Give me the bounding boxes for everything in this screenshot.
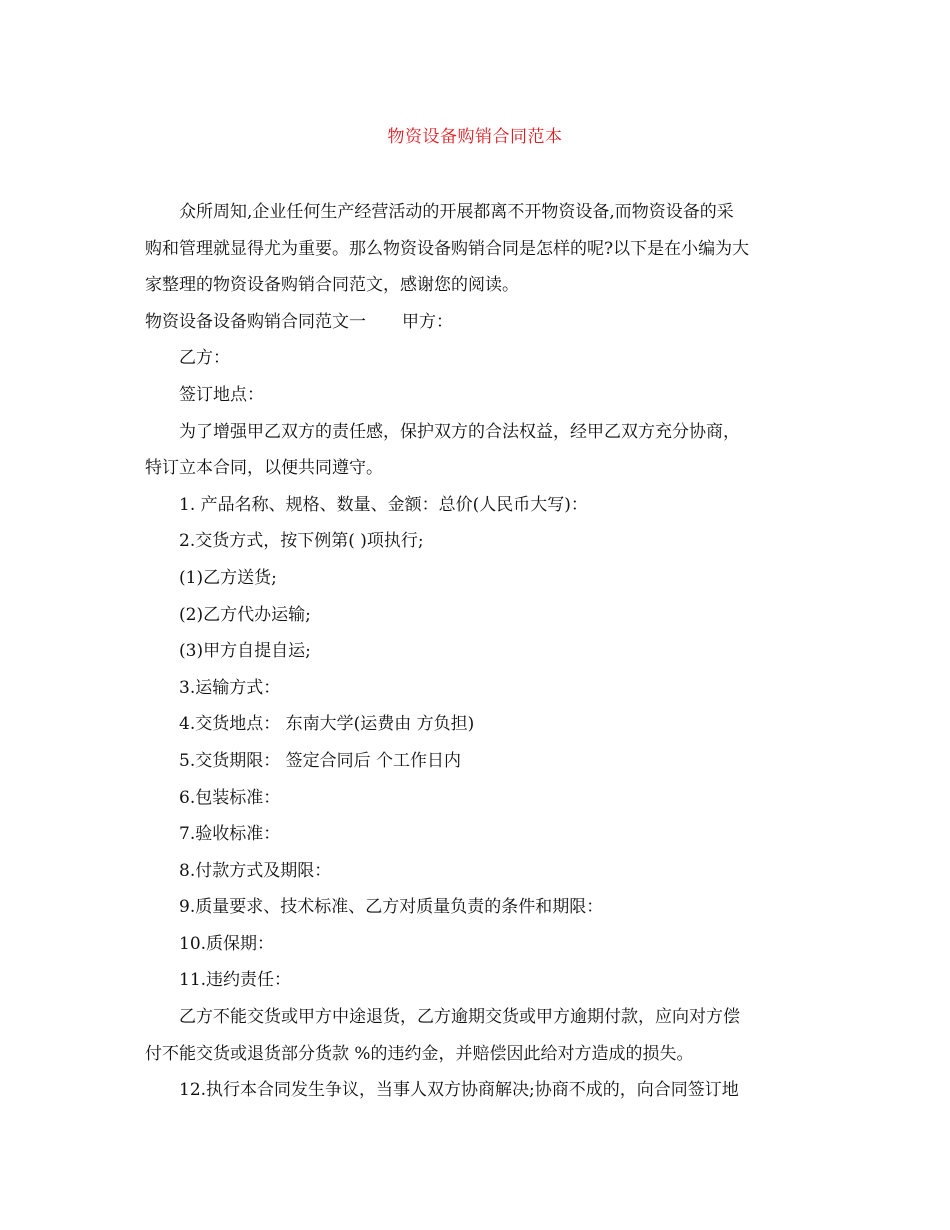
sign-place-label: 签订地点： [179, 384, 264, 405]
clause-item: 3.运输方式： [179, 677, 281, 698]
clause-item: (3)甲方自提自运; [179, 641, 311, 662]
clause-item: 10.质保期： [179, 933, 275, 954]
clause-item: 4.交货地点： 东南大学(运费由 方负担) [179, 714, 475, 735]
clause-item: (1)乙方送货; [179, 567, 277, 588]
clause-item: (2)乙方代办运输; [179, 604, 311, 625]
section-heading-line [145, 304, 807, 341]
clause-item: 11.违约责任： [179, 970, 292, 991]
clause-item: 6.包装标准： [179, 787, 281, 808]
clause-item: 1. 产品名称、规格、数量、金额：总价(人民币大写)： [179, 494, 588, 515]
breach-line-1: 乙方不能交货或甲方中途退货，乙方逾期交货或甲方逾期付款，应向对方偿 [179, 1007, 740, 1028]
purpose-line-2: 特订立本合同，以便共同遵守。 [145, 458, 383, 479]
intro-line-1: 众所周知,企业任何生产经营活动的开展都离不开物资设备,而物资设备的采 [179, 202, 734, 222]
party-b-label: 乙方： [179, 348, 230, 369]
intro-line-3: 家整理的物资设备购销合同范文，感谢您的阅读。 [145, 275, 519, 296]
document-title: 物资设备购销合同范本 [387, 127, 563, 147]
clause-item: 2.交货方式，按下例第( )项执行; [179, 531, 424, 552]
purpose-line-1: 为了增强甲乙双方的责任感，保护双方的合法权益，经甲乙双方充分协商， [179, 421, 740, 442]
intro-line-2: 购和管理就显得尤为重要。那么物资设备购销合同是怎样的呢?以下是在小编为大 [145, 238, 750, 259]
clause-item: 9.质量要求、技术标准、乙方对质量负责的条件和期限： [179, 897, 604, 918]
clause-item: 7.验收标准： [179, 824, 281, 845]
dispute-line-1: 12.执行本合同发生争议，当事人双方协商解决;协商不成的，向合同签订地 [179, 1080, 739, 1101]
breach-line-2: 付不能交货或退货部分货款 %的违约金，并赔偿因此给对方造成的损失。 [145, 1043, 694, 1064]
document-body [145, 194, 807, 1109]
clause-item: 8.付款方式及期限： [179, 860, 332, 881]
clause-item: 5.交货期限： 签定合同后 个工作日内 [179, 750, 462, 771]
section-heading: 物资设备设备购销合同范文一 [145, 311, 366, 332]
party-a-label: 甲方： [402, 311, 453, 332]
